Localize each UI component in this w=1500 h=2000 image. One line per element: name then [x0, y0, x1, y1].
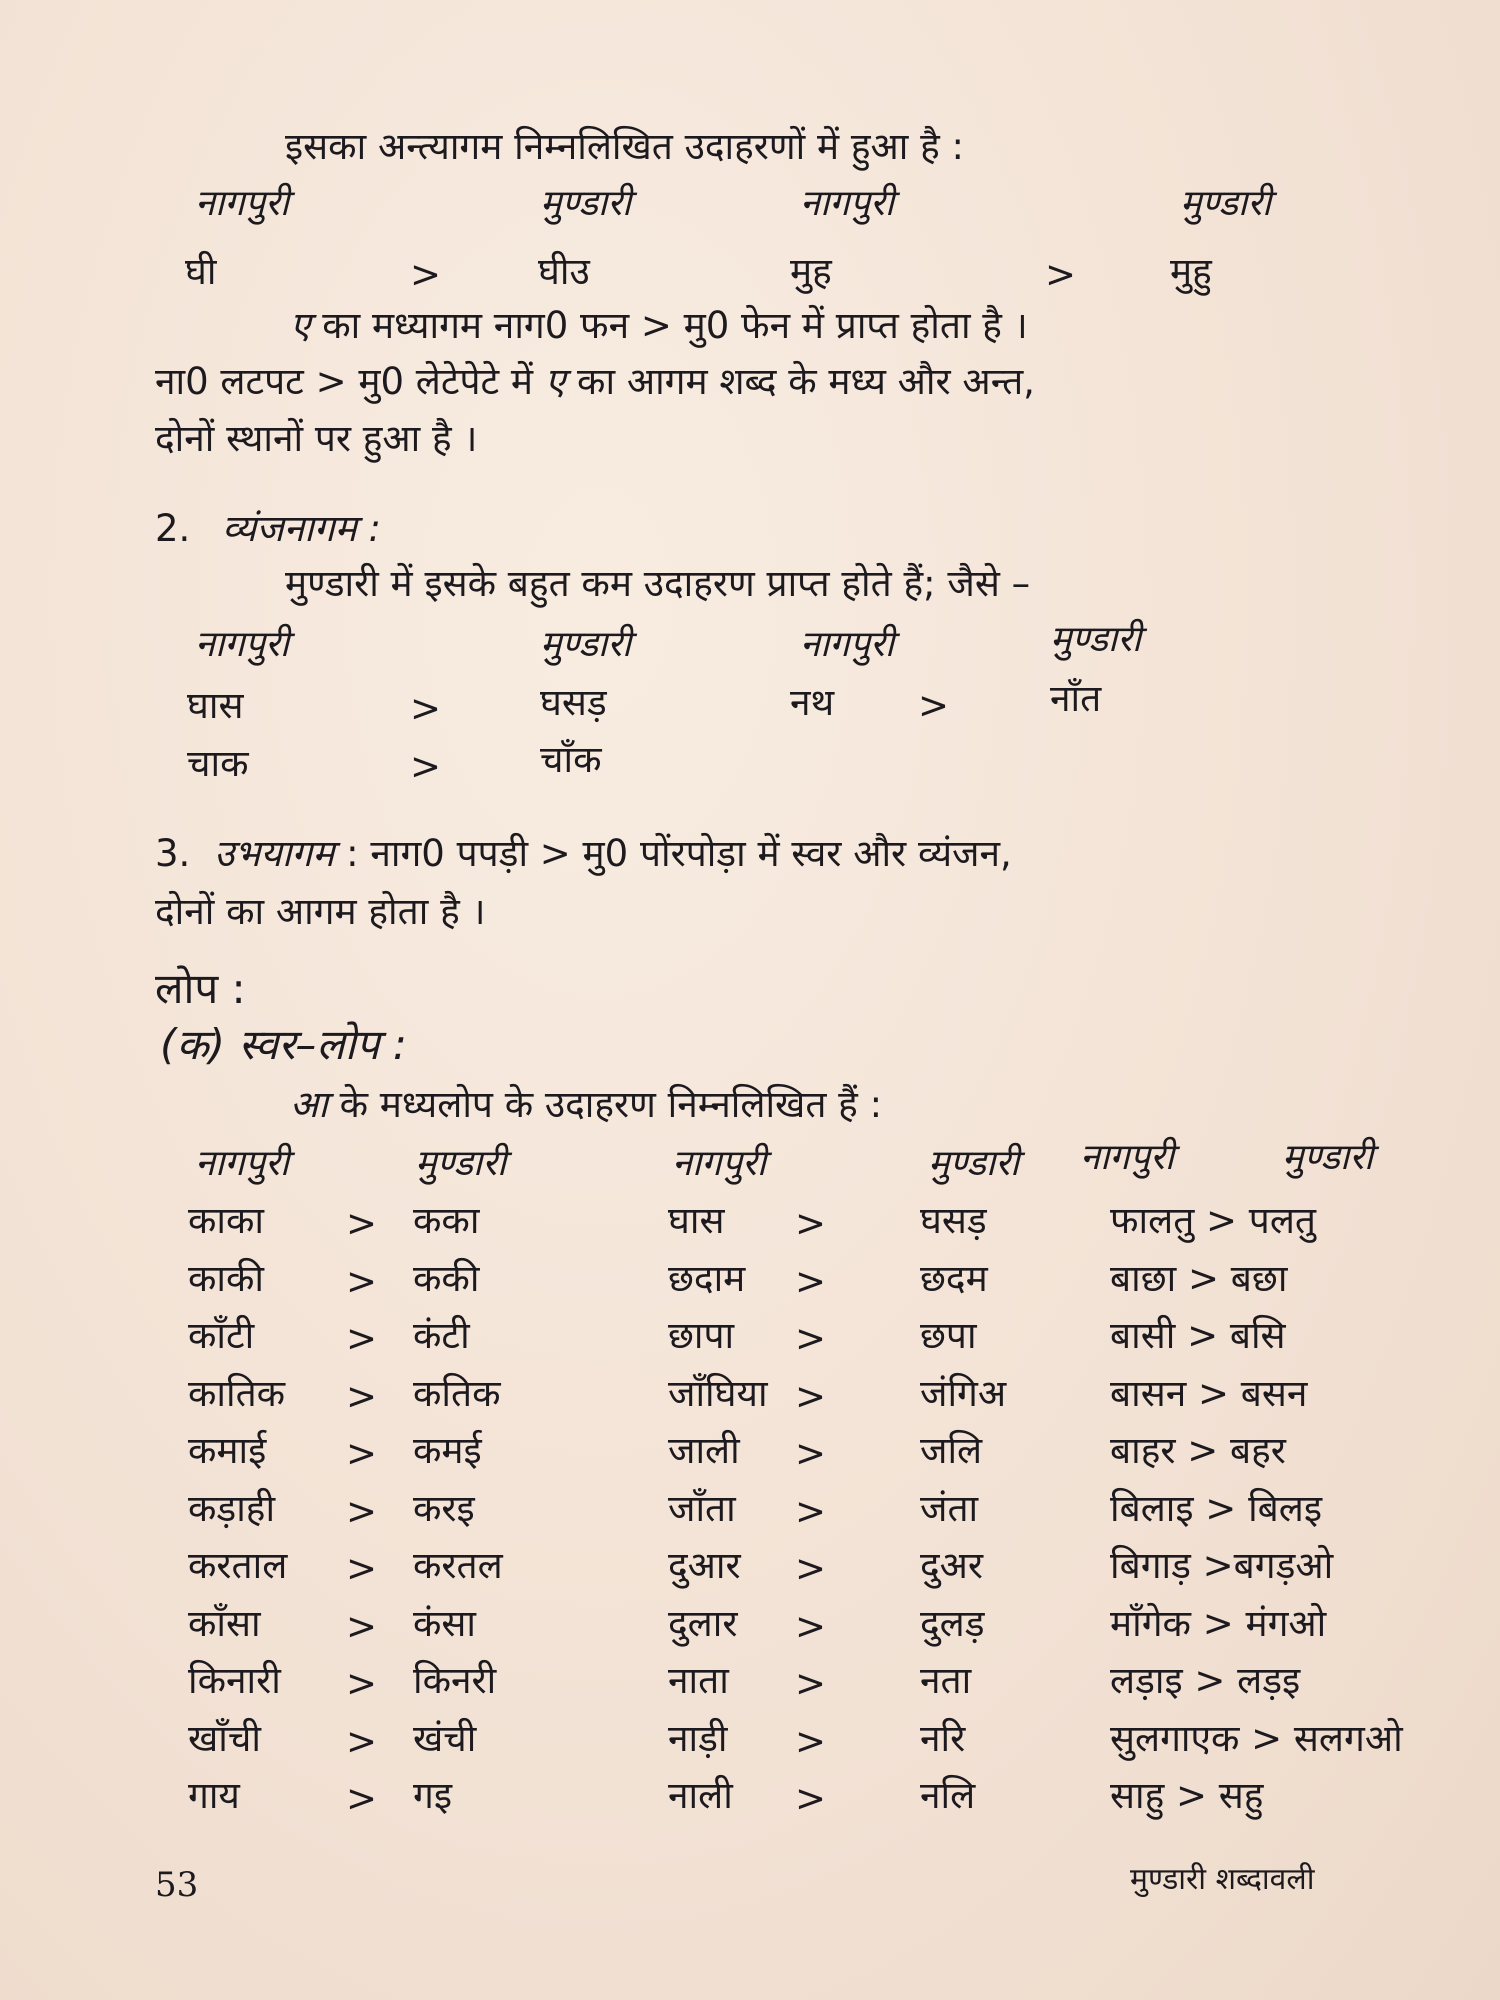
- s1-para-3: दोनों स्थानों पर हुआ है ।: [155, 417, 478, 460]
- lop-row-4-arrow: >: [795, 1374, 827, 1418]
- lop-row-1-cell-4: घास: [668, 1199, 725, 1242]
- lop-row-3-arrow: >: [795, 1317, 827, 1360]
- lop-row-5-cell-4: जाली: [668, 1429, 740, 1472]
- s2-header-3: नागपुरी: [800, 624, 895, 665]
- s2-intro: मुण्डारी में इसके बहुत कम उदाहरण प्राप्त होते हैं; जैसे –: [285, 562, 1031, 605]
- lop-row-8-cell-4: दुलार: [668, 1601, 738, 1645]
- lop-row-5-cell-7: बाहर > बहर: [1110, 1429, 1286, 1472]
- lop-row-11-arrow: >: [346, 1777, 378, 1820]
- s2-r1-c3: घसड़: [540, 681, 607, 724]
- s2-header-2: मुण्डारी: [540, 624, 632, 665]
- lop-row-6-cell-6: जंता: [920, 1486, 979, 1530]
- s2-r1-c4: नथ: [790, 681, 835, 724]
- lop-subtitle: (क) स्वर–लोप :: [160, 1020, 407, 1069]
- s1-para-1-vowel: ए: [290, 304, 311, 347]
- s2-r1-c2: >: [410, 687, 442, 730]
- lop-row-10-cell-6: नरि: [920, 1716, 966, 1760]
- lop-row-10-cell-4: नाड़ी: [668, 1716, 728, 1760]
- lop-title: लोप :: [155, 964, 246, 1013]
- lop-row-4-arrow: >: [346, 1374, 378, 1418]
- lop-row-7-cell-4: दुआर: [668, 1544, 741, 1587]
- lop-row-9-arrow: >: [795, 1662, 827, 1705]
- lop-row-5-arrow: >: [795, 1432, 827, 1475]
- lop-intro-text: के मध्यलोप के उदाहरण निम्नलिखित हैं :: [327, 1083, 883, 1126]
- lop-row-10-cell-3: खंची: [413, 1716, 477, 1760]
- lop-row-1-cell-7: फालतु > पलतु: [1110, 1199, 1317, 1242]
- s1-para-1: [290, 304, 1028, 347]
- s2-r1-c6: नाँत: [1050, 677, 1102, 720]
- lop-row-6-arrow: >: [346, 1489, 378, 1533]
- lop-row-6-cell-1: कड़ाही: [188, 1486, 276, 1530]
- lop-row-2-arrow: >: [795, 1259, 827, 1303]
- lop-row-3-cell-1: काँटी: [188, 1314, 255, 1357]
- lop-row-1-arrow: >: [346, 1202, 378, 1245]
- lop-row-8-arrow: >: [795, 1604, 827, 1648]
- lop-row-8-cell-3: कंसा: [413, 1601, 477, 1645]
- lop-row-5-cell-3: कमई: [413, 1429, 482, 1472]
- lop-header-6: मुण्डारी: [1282, 1137, 1374, 1178]
- lop-row-6-cell-3: करइ: [413, 1486, 475, 1530]
- lop-row-8-cell-7: माँगेक > मंगओ: [1110, 1601, 1327, 1645]
- lop-row-3-arrow: >: [346, 1317, 378, 1360]
- lop-header-2: मुण्डारी: [415, 1143, 507, 1184]
- s1-para-2: [155, 360, 1035, 403]
- lop-row-8-cell-6: दुलड़: [920, 1601, 985, 1645]
- lop-row-5-cell-1: कमाई: [188, 1429, 267, 1472]
- s1-intro: [285, 125, 1395, 168]
- lop-row-8-arrow: >: [346, 1604, 378, 1648]
- s1-row-c6: मुहु: [1170, 250, 1212, 293]
- lop-row-4-cell-4: जाँघिया: [668, 1371, 768, 1415]
- lop-row-3-cell-7: बासी > बसि: [1110, 1314, 1286, 1357]
- s3-number: 3.: [155, 832, 191, 875]
- lop-header-5: नागपुरी: [1080, 1137, 1175, 1178]
- lop-row-2-arrow: >: [346, 1259, 378, 1303]
- lop-row-2-cell-1: काकी: [188, 1256, 264, 1300]
- lop-row-10-arrow: >: [795, 1719, 827, 1763]
- s1-row-c2: >: [410, 253, 442, 296]
- lop-row-11-cell-3: गइ: [413, 1774, 452, 1817]
- s3-line-2: दोनों का आगम होता है ।: [155, 890, 486, 933]
- s1-para-2-text-a: ना0 लटपट > मु0 लेटेपेटे में: [155, 360, 545, 403]
- s2-number: 2.: [155, 507, 191, 550]
- lop-row-4-cell-6: जंगिअ: [920, 1371, 1007, 1415]
- lop-row-7-cell-3: करतल: [413, 1544, 503, 1587]
- lop-row-6-arrow: >: [795, 1489, 827, 1533]
- lop-row-2-cell-6: छदम: [920, 1256, 988, 1300]
- s1-para-2-text-c: का आगम शब्द के मध्य और अन्त,: [565, 360, 1035, 403]
- lop-row-11-cell-1: गाय: [188, 1774, 240, 1817]
- s2-title: व्यंजनागम :: [222, 507, 381, 550]
- lop-header-1: नागपुरी: [195, 1143, 290, 1184]
- s1-row-c5: >: [1045, 253, 1077, 296]
- s2-r1-c5: >: [918, 684, 950, 727]
- lop-intro-vowel: आ: [290, 1083, 328, 1126]
- s1-intro-text: इसका अन्त्यागम निम्नलिखित उदाहरणों में हुआ है :: [285, 125, 964, 168]
- lop-row-3-cell-6: छपा: [920, 1314, 977, 1357]
- s3-title: उभयागम: [214, 832, 335, 875]
- lop-row-9-cell-4: नाता: [668, 1659, 729, 1702]
- lop-row-11-cell-4: नाली: [668, 1774, 733, 1817]
- lop-row-1-cell-6: घसड़: [920, 1199, 987, 1242]
- lop-row-6-cell-4: जाँता: [668, 1486, 736, 1530]
- lop-row-10-arrow: >: [346, 1719, 378, 1763]
- page-number: 53: [155, 1865, 199, 1905]
- s3-line-1-wrap: [155, 832, 1012, 875]
- lop-row-11-cell-6: नलि: [920, 1774, 976, 1817]
- s1-header-3: नागपुरी: [800, 183, 895, 224]
- lop-row-9-arrow: >: [346, 1662, 378, 1705]
- lop-row-8-cell-1: काँसा: [188, 1601, 261, 1645]
- lop-row-3-cell-3: कंटी: [413, 1314, 470, 1357]
- s2-r2-c2: >: [410, 745, 442, 788]
- lop-row-10-cell-7: सुलगाएक > सलगओ: [1110, 1716, 1403, 1760]
- s2-header-1: नागपुरी: [195, 624, 290, 665]
- book-title: मुण्डारी शब्दावली: [1130, 1862, 1315, 1897]
- s2-r2-c1: चाक: [187, 742, 249, 785]
- s1-row-c3: घीउ: [538, 250, 590, 293]
- lop-row-7-cell-6: दुअर: [920, 1544, 984, 1587]
- lop-row-1-cell-3: कका: [413, 1199, 480, 1242]
- s1-row-c4: मुह: [790, 250, 832, 293]
- s3-text: : नाग0 पपड़ी > मु0 पोंरपोड़ा में स्वर और व्यंजन,: [334, 832, 1012, 875]
- s2-r1-c1: घास: [187, 684, 244, 727]
- lop-row-10-cell-1: खाँची: [188, 1716, 261, 1760]
- lop-row-2-cell-7: बाछा > बछा: [1110, 1256, 1288, 1300]
- lop-row-7-cell-1: करताल: [188, 1544, 288, 1587]
- lop-row-9-cell-7: लड़ाइ > लड़इ: [1110, 1659, 1301, 1702]
- lop-row-1-arrow: >: [795, 1202, 827, 1245]
- lop-row-9-cell-6: नता: [920, 1659, 972, 1702]
- lop-row-4-cell-3: कतिक: [413, 1371, 501, 1415]
- s1-header-4: मुण्डारी: [1180, 183, 1272, 224]
- lop-row-7-arrow: >: [346, 1547, 378, 1590]
- s1-header-1: नागपुरी: [195, 183, 290, 224]
- lop-header-4: मुण्डारी: [928, 1143, 1020, 1184]
- lop-row-7-cell-7: बिगाड़ >बगड़ओ: [1110, 1544, 1334, 1587]
- lop-row-4-cell-7: बासन > बसन: [1110, 1371, 1308, 1415]
- lop-row-2-cell-3: ककी: [413, 1256, 480, 1300]
- lop-row-9-cell-3: किनरी: [413, 1659, 497, 1702]
- s1-para-2-vowel: ए: [544, 360, 566, 403]
- lop-row-11-cell-7: साहु > सहु: [1110, 1774, 1264, 1817]
- s1-para-1-text: का मध्यागम नाग0 फन > मु0 फेन में प्राप्त होता है ।: [310, 304, 1028, 347]
- s1-header-2: मुण्डारी: [540, 183, 632, 224]
- lop-row-2-cell-4: छदाम: [668, 1256, 746, 1300]
- lop-row-3-cell-4: छापा: [668, 1314, 735, 1357]
- lop-row-11-arrow: >: [795, 1777, 827, 1820]
- s2-header-4: मुण्डारी: [1050, 619, 1142, 660]
- s3-line-1: [155, 832, 1395, 875]
- lop-row-5-cell-6: जलि: [920, 1429, 983, 1472]
- lop-row-4-cell-1: कातिक: [188, 1371, 286, 1415]
- lop-row-7-arrow: >: [795, 1547, 827, 1590]
- s1-row-c1: घी: [185, 250, 217, 293]
- lop-row-6-cell-7: बिलाइ > बिलइ: [1110, 1486, 1323, 1530]
- lop-row-9-cell-1: किनारी: [188, 1659, 281, 1702]
- lop-intro: [290, 1083, 883, 1126]
- s2-r2-c3: चाँक: [540, 738, 602, 781]
- lop-header-3: नागपुरी: [672, 1143, 767, 1184]
- lop-row-1-cell-1: काका: [188, 1199, 264, 1242]
- s2-heading: [155, 507, 381, 550]
- lop-row-5-arrow: >: [346, 1432, 378, 1475]
